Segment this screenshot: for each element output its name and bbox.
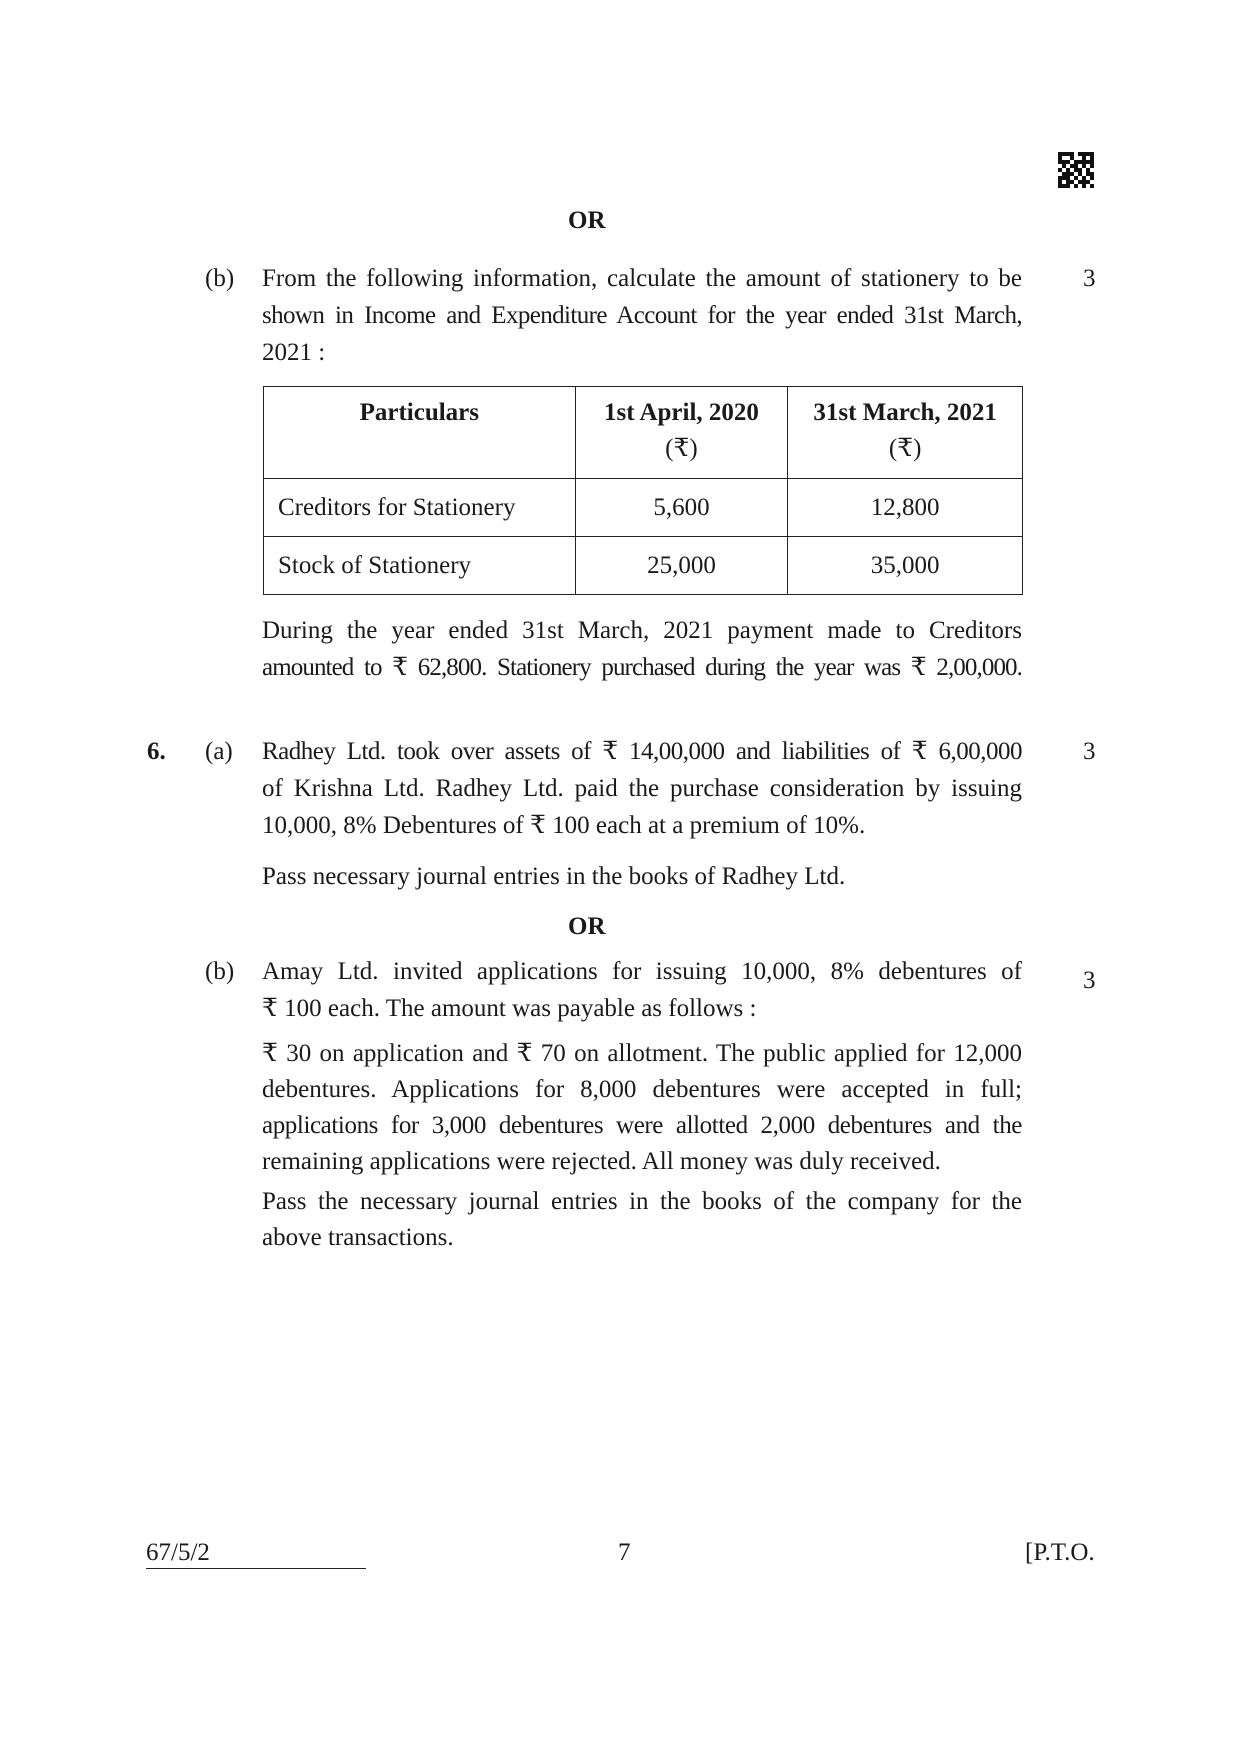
qr-code-icon	[1058, 152, 1094, 188]
paper-code: 67/5/2	[146, 1539, 210, 1566]
row-opening: 25,000	[575, 537, 788, 595]
row-closing: 35,000	[788, 537, 1023, 595]
row-particular: Creditors for Stationery	[264, 479, 576, 537]
rupee-unit: (₹)	[665, 435, 698, 462]
question-text-line: ₹ 30 on application and ₹ 70 on allotment. The public applied for 12,000	[262, 1040, 1022, 1067]
marks: 3	[1083, 265, 1096, 292]
question-text-line: applications for 3,000 debentures were allotted 2,000 debentures and the	[262, 1112, 1022, 1139]
question-instruction: Pass necessary journal entries in the books of Radhey Ltd.	[262, 863, 846, 890]
or-divider: OR	[568, 913, 606, 940]
question-text-line: 2021 :	[262, 339, 326, 366]
marks: 3	[1083, 967, 1096, 994]
marks: 3	[1083, 738, 1096, 765]
page-number: 7	[618, 1539, 631, 1566]
column-header-opening: 1st April, 2020 (₹)	[575, 387, 788, 479]
question-text-line: Radhey Ltd. took over assets of ₹ 14,00,000 and liabilities of ₹ 6,00,000	[262, 738, 1022, 765]
row-opening: 5,600	[575, 479, 788, 537]
question-text-line: ₹ 100 each. The amount was payable as follows :	[262, 995, 757, 1022]
question-part-label: (b)	[205, 958, 235, 985]
question-text-line: Amay Ltd. invited applications for issuing 10,000, 8% debentures of	[262, 958, 1022, 985]
question-instruction: above transactions.	[262, 1224, 454, 1251]
question-text-line: shown in Income and Expenditure Account for the year ended 31st March,	[262, 302, 1022, 329]
stationery-table	[263, 386, 1023, 595]
question-text-line: 10,000, 8% Debentures of ₹ 100 each at a premium of 10%.	[262, 812, 866, 839]
question-text-line: of Krishna Ltd. Radhey Ltd. paid the purchase consideration by issuing	[262, 775, 1022, 802]
row-closing: 12,800	[788, 479, 1023, 537]
paper-code-underline	[146, 1568, 366, 1569]
or-divider: OR	[568, 207, 606, 234]
question-instruction: Pass the necessary journal entries in the books of the company for the	[262, 1188, 1022, 1215]
question-part-label: (a)	[205, 738, 233, 765]
question-number: 6.	[147, 738, 166, 765]
table-row	[264, 479, 1023, 537]
question-text-line: remaining applications were rejected. All money was duly received.	[262, 1148, 941, 1175]
column-header-particulars: Particulars	[264, 387, 576, 479]
question-text-line: During the year ended 31st March, 2021 payment made to Creditors	[262, 617, 1022, 644]
table-header-row	[264, 387, 1023, 479]
table-row	[264, 537, 1023, 595]
please-turn-over: [P.T.O.	[1025, 1539, 1095, 1566]
question-text-line: debentures. Applications for 8,000 debentures were accepted in full;	[262, 1076, 1022, 1103]
question-text-line: From the following information, calculate the amount of stationery to be	[262, 265, 1022, 292]
question-text-line: amounted to ₹ 62,800. Stationery purchased during the year was ₹ 2,00,000.	[262, 654, 1022, 681]
row-particular: Stock of Stationery	[264, 537, 576, 595]
question-part-label: (b)	[205, 265, 235, 292]
rupee-unit: (₹)	[888, 435, 922, 462]
column-header-closing: 31st March, 2021 (₹)	[788, 387, 1023, 479]
